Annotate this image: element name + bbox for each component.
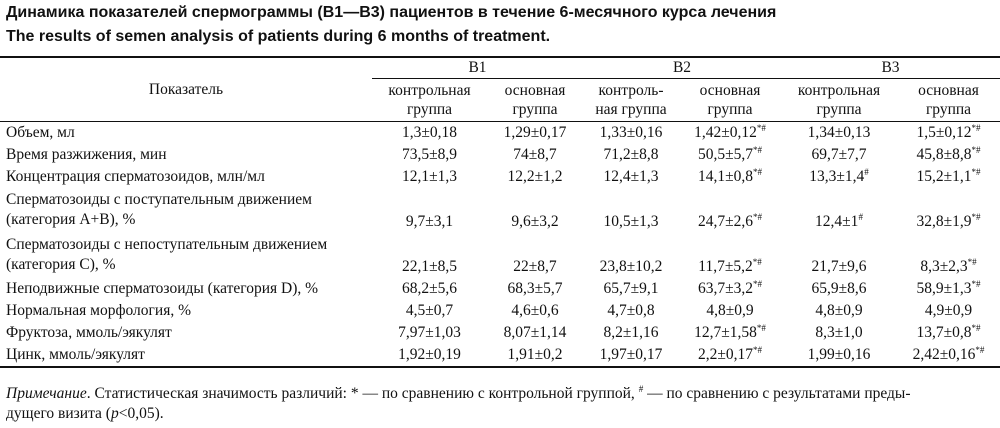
value-cell: 14,1±0,8*# (697, 166, 762, 185)
value-cell: 65,7±9,1 (603, 280, 659, 297)
value-cell: 50,5±5,7*# (697, 144, 762, 163)
value-cell: 1,42±0,12*# (694, 122, 766, 141)
group-header: основная группа (487, 79, 583, 122)
value-cell: 73,5±8,9 (401, 146, 457, 163)
value-cell: 21,7±9,6 (811, 258, 867, 275)
row-parameter: Неподвижные сперматозоиды (категория D), % (6, 280, 319, 297)
value-cell: 12,1±1,3 (401, 168, 457, 185)
table-row (0, 300, 1000, 322)
visit-header-b2: В2 (583, 57, 781, 79)
table-row (0, 166, 1000, 188)
group-header: основная группа (897, 79, 1000, 122)
group-header: основная группа (679, 79, 781, 122)
significance-mark: *# (967, 256, 977, 267)
row-parameter: Сперматозоиды с поступательным движением (категория А+В), % (6, 190, 312, 228)
title-english: The results of semen analysis of patients during 6 months of treatment. (6, 28, 551, 45)
value-cell: 4,8±0,9 (815, 302, 863, 319)
value-cell: 63,7±3,2*# (697, 278, 762, 297)
significance-mark: *# (971, 122, 981, 133)
table-row (0, 278, 1000, 300)
value-cell: 1,3±0,18 (401, 124, 457, 141)
value-cell: 8,3±2,3*# (920, 256, 977, 275)
significance-mark: *# (753, 211, 762, 222)
table-row (0, 144, 1000, 166)
value-cell: 12,7±1,58*# (694, 322, 766, 341)
significance-mark: *# (971, 144, 981, 155)
value-cell: 7,97±1,03 (398, 324, 461, 341)
significance-mark: *# (753, 344, 762, 355)
value-cell: 1,5±0,12*# (916, 122, 981, 141)
value-cell: 45,8±8,8*# (916, 144, 981, 163)
significance-mark: *# (756, 322, 766, 333)
value-cell: 1,91±0,2 (487, 344, 583, 367)
value-cell: 4,5±0,7 (405, 302, 454, 319)
value-cell: 74±8,7 (513, 146, 557, 163)
value-cell: 1,33±0,16 (599, 124, 663, 141)
value-cell: 2,2±0,17*# (679, 344, 781, 367)
row-parameter: Концентрация сперматозоидов, млн/мл (6, 168, 265, 185)
value-cell: 4,9±0,9 (924, 302, 973, 319)
table-row (0, 344, 1000, 367)
value-cell: 15,2±1,1*# (916, 166, 981, 185)
group-header: контрольная группа (372, 79, 487, 122)
value-cell: 22,1±8,5 (401, 258, 457, 275)
title-russian: Динамика показателей спермограммы (В1—В3) пациентов в течение 6-месячного курса лечения (6, 4, 777, 21)
value-cell: 12,2±1,2 (507, 168, 563, 185)
significance-mark: # (864, 166, 869, 177)
value-cell: 4,8±0,9 (706, 302, 754, 319)
row-parameter: Объем, мл (6, 124, 75, 141)
value-cell: 9,7±3,1 (405, 213, 454, 230)
value-cell: 32,8±1,9*# (916, 211, 981, 230)
significance-mark: *# (971, 166, 981, 177)
table-row (0, 322, 1000, 344)
significance-mark: *# (756, 122, 766, 133)
table-row (0, 122, 1000, 145)
row-parameter: Цинк, ммоль/эякулят (0, 344, 372, 367)
value-cell: 58,9±1,3*# (916, 278, 981, 297)
value-cell: 9,6±3,2 (511, 213, 559, 230)
significance-mark: *# (971, 278, 981, 289)
value-cell: 1,92±0,19 (372, 344, 487, 367)
value-cell: 1,34±0,13 (807, 124, 871, 141)
value-cell: 22±8,7 (513, 258, 557, 275)
value-cell: 12,4±1# (815, 211, 863, 230)
value-cell: 4,7±0,8 (607, 302, 655, 319)
row-parameter: Время разжижения, мин (6, 146, 167, 163)
value-cell: 71,2±8,8 (603, 146, 659, 163)
value-cell: 8,07±1,14 (503, 324, 567, 341)
value-cell: 12,4±1,3 (603, 168, 659, 185)
semen-analysis-table (0, 56, 1000, 368)
value-cell: 65,9±8,6 (811, 280, 867, 297)
significance-mark: # (858, 211, 863, 222)
value-cell: 4,6±0,6 (511, 302, 559, 319)
visit-header-b1: В1 (372, 57, 583, 79)
value-cell: 68,2±5,6 (401, 280, 457, 297)
param-header: Показатель (0, 57, 372, 122)
significance-mark: *# (975, 344, 985, 355)
table-row (0, 233, 1000, 278)
group-header: контроль- ная группа (583, 79, 679, 122)
footnote-label: Примечание (6, 385, 87, 402)
table-footnote: Примечание. Статистическая значимость различий: * — по сравнению с контрольной группой, # — по сравнению с результатами преды- дущего визита (p<0,05). (6, 383, 911, 422)
significance-mark: *# (753, 278, 762, 289)
value-cell: 1,99±0,16 (781, 344, 897, 367)
value-cell: 1,97±0,17 (583, 344, 679, 367)
visit-header-b3: В3 (781, 57, 1000, 79)
value-cell: 8,2±1,16 (603, 324, 659, 341)
value-cell: 69,7±7,7 (811, 146, 867, 163)
value-cell: 10,5±1,3 (603, 213, 659, 230)
row-parameter: Нормальная морфология, % (6, 302, 191, 319)
value-cell: 8,3±1,0 (815, 324, 863, 341)
value-cell: 68,3±5,7 (507, 280, 563, 297)
significance-mark: *# (971, 211, 981, 222)
value-cell: 13,7±0,8*# (916, 322, 981, 341)
value-cell: 1,29±0,17 (503, 124, 567, 141)
significance-mark: *# (752, 256, 762, 267)
row-parameter: Сперматозоиды с непоступательным движением (категория С), % (6, 235, 328, 273)
group-header: контрольная группа (781, 79, 897, 122)
value-cell: 11,7±5,2*# (698, 256, 762, 275)
value-cell: 23,8±10,2 (599, 258, 663, 275)
table-row (0, 188, 1000, 233)
significance-mark: *# (971, 322, 981, 333)
value-cell: 24,7±2,6*# (697, 211, 762, 230)
value-cell: 13,3±1,4# (809, 166, 869, 185)
row-parameter: Фруктоза, ммоль/эякулят (6, 324, 172, 341)
value-cell: 2,42±0,16*# (897, 344, 1000, 367)
significance-mark: *# (753, 166, 762, 177)
significance-mark: *# (753, 144, 762, 155)
